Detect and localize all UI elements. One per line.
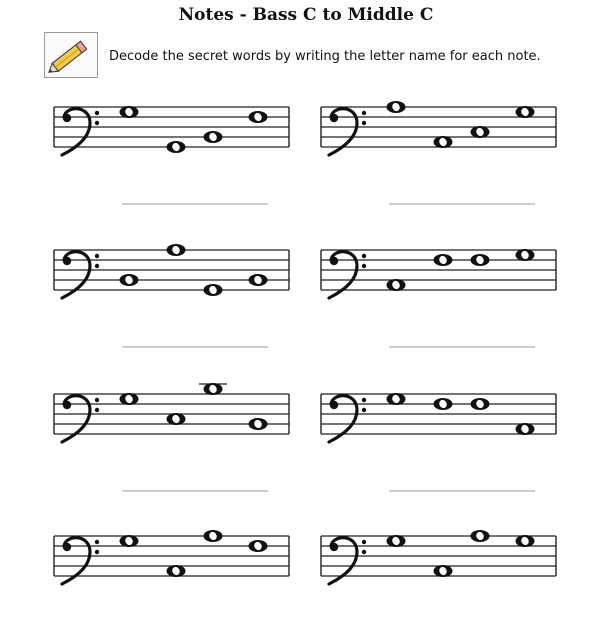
whole-note bbox=[387, 393, 406, 405]
bass-clef-icon bbox=[329, 538, 366, 584]
staff-exercise bbox=[321, 530, 556, 621]
whole-note bbox=[120, 393, 139, 405]
whole-note bbox=[434, 565, 453, 577]
whole-note bbox=[434, 254, 453, 266]
whole-note bbox=[387, 279, 406, 291]
whole-note bbox=[471, 398, 490, 410]
whole-note bbox=[249, 111, 268, 123]
whole-note bbox=[204, 383, 223, 395]
whole-note bbox=[167, 244, 186, 256]
whole-note bbox=[204, 284, 223, 296]
whole-note bbox=[167, 141, 186, 153]
bass-clef-icon bbox=[329, 252, 366, 298]
whole-note bbox=[120, 535, 139, 547]
whole-note bbox=[204, 530, 223, 542]
whole-note bbox=[471, 530, 490, 542]
staff-exercise bbox=[321, 101, 556, 204]
whole-note bbox=[471, 254, 490, 266]
whole-note bbox=[471, 126, 490, 138]
staff-exercise bbox=[54, 106, 289, 204]
whole-note bbox=[434, 136, 453, 148]
bass-clef-icon bbox=[62, 538, 99, 584]
bass-clef-icon bbox=[62, 396, 99, 442]
staff-exercise bbox=[321, 393, 556, 491]
whole-note bbox=[434, 398, 453, 410]
staff-exercise bbox=[54, 244, 289, 347]
bass-clef-icon bbox=[329, 396, 366, 442]
whole-note bbox=[249, 540, 268, 552]
bass-clef-icon bbox=[62, 109, 99, 155]
whole-note bbox=[120, 274, 139, 286]
whole-note bbox=[387, 535, 406, 547]
whole-note bbox=[516, 423, 535, 435]
whole-note bbox=[249, 274, 268, 286]
whole-note bbox=[167, 413, 186, 425]
staff-exercise bbox=[54, 383, 289, 491]
whole-note bbox=[387, 101, 406, 113]
staff-exercise bbox=[54, 530, 289, 621]
whole-note bbox=[167, 565, 186, 577]
whole-note bbox=[516, 535, 535, 547]
whole-note bbox=[120, 106, 139, 118]
bass-clef-icon bbox=[62, 252, 99, 298]
whole-note bbox=[204, 131, 223, 143]
staff-exercise bbox=[321, 249, 556, 347]
bass-clef-icon bbox=[329, 109, 366, 155]
whole-note bbox=[516, 106, 535, 118]
page-title: Notes - Bass C to Middle C bbox=[178, 5, 434, 25]
instructions-text: Decode the secret words by writing the letter name for each note. bbox=[109, 49, 541, 64]
whole-note bbox=[249, 418, 268, 430]
whole-note bbox=[516, 249, 535, 261]
